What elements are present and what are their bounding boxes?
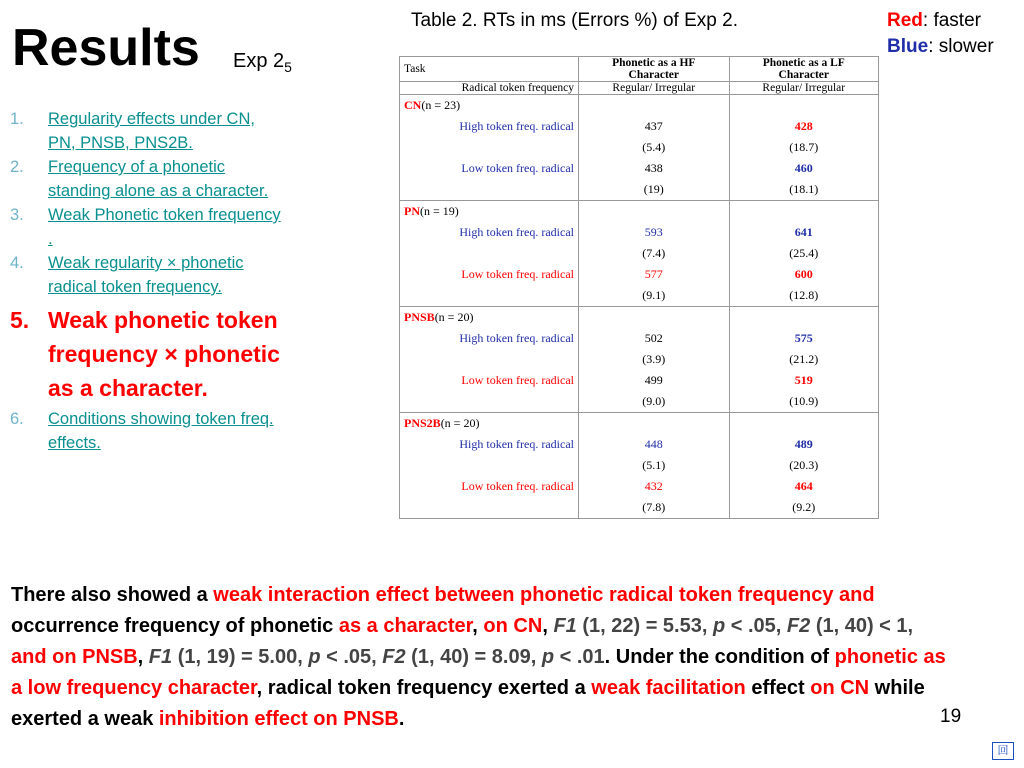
header-hf-line2: Character — [628, 69, 679, 81]
low-radical-label: Low token freq. radical — [400, 158, 579, 179]
empty-cell — [579, 307, 730, 329]
table-row — [400, 264, 879, 285]
list-number: 5. — [10, 307, 30, 333]
header-hf — [579, 57, 730, 82]
table-row — [400, 497, 879, 519]
empty-cell — [579, 201, 730, 223]
para-stat: F2 — [786, 615, 811, 637]
table-row — [400, 222, 879, 243]
high-radical-label: High token freq. radical — [400, 434, 579, 455]
list-item — [8, 107, 283, 155]
table-row — [400, 243, 879, 264]
hi-hf-error: (3.9) — [579, 349, 730, 370]
para-highlight: weak facilitation — [591, 677, 746, 699]
empty-cell — [729, 95, 878, 117]
subtitle-text: Exp 2 — [233, 50, 285, 72]
para-stat: p — [308, 646, 321, 668]
hi-lf-value: 575 — [729, 328, 878, 349]
para-text: . Under the condition of — [604, 646, 835, 668]
para-text: , radical token frequency exerted a — [256, 677, 592, 699]
lo-lf-error: (9.2) — [729, 497, 878, 519]
lo-lf-value: 600 — [729, 264, 878, 285]
list-highlight-text: Weak phonetic token frequency × phonetic as a character. — [48, 307, 280, 401]
table-row — [400, 391, 879, 413]
para-text: < .05, — [320, 646, 383, 668]
para-stat: p — [541, 646, 555, 668]
lo-lf-value: 460 — [729, 158, 878, 179]
low-radical-label: Low token freq. radical — [400, 264, 579, 285]
group-n: (n = 20) — [434, 310, 474, 324]
color-legend — [887, 8, 994, 60]
lo-hf-value: 432 — [579, 476, 730, 497]
header-lf-line1: Phonetic as a LF — [762, 57, 845, 69]
list-number: 2. — [10, 158, 24, 176]
group-label — [400, 413, 579, 435]
group-name: CN — [404, 98, 422, 112]
list-link[interactable]: Regularity effects under CN, PN, PNSB, PNS2B. — [48, 110, 255, 152]
para-text: occurrence frequency of phonetic — [11, 615, 339, 637]
hi-hf-value: 448 — [579, 434, 730, 455]
lo-hf-error: (9.0) — [579, 391, 730, 413]
header-lf — [729, 57, 878, 82]
legend-blue-word: Blue — [887, 36, 929, 57]
header-regular-lf: Regular/ Irregular — [729, 82, 878, 95]
lo-lf-error: (10.9) — [729, 391, 878, 413]
table-row — [400, 307, 879, 329]
hi-lf-value: 641 — [729, 222, 878, 243]
empty-cell — [579, 95, 730, 117]
list-item — [8, 407, 283, 455]
hi-lf-error: (25.4) — [729, 243, 878, 264]
para-text: (1, 40) < 1, — [810, 615, 914, 637]
legend-red-text: : faster — [922, 10, 981, 31]
para-text: , — [472, 615, 484, 637]
lo-lf-value: 519 — [729, 370, 878, 391]
empty-cell — [729, 201, 878, 223]
lo-hf-error: (9.1) — [579, 285, 730, 307]
table-row — [400, 370, 879, 391]
list-link[interactable]: Weak Phonetic token frequency . — [48, 206, 281, 248]
table-row — [400, 349, 879, 370]
empty-cell — [400, 497, 579, 519]
para-highlight: phonetic as a low frequency character — [11, 646, 946, 699]
table-row — [400, 201, 879, 223]
para-stat: p — [712, 615, 726, 637]
group-name: PNSB — [404, 310, 435, 324]
home-icon[interactable]: 回 — [992, 742, 1014, 760]
table-row — [400, 179, 879, 201]
para-highlight: as a character — [338, 615, 473, 637]
list-link[interactable]: Frequency of a phonetic standing alone as a character. — [48, 158, 269, 200]
list-number: 3. — [10, 206, 24, 224]
list-item — [8, 251, 283, 299]
page-subtitle — [233, 50, 292, 75]
high-radical-label: High token freq. radical — [400, 222, 579, 243]
list-number: 6. — [10, 410, 24, 428]
para-highlight: weak interaction effect between phonetic radical token frequency and — [213, 584, 875, 606]
group-label — [400, 307, 579, 329]
summary-paragraph — [11, 580, 951, 735]
list-item-highlighted — [8, 303, 283, 405]
empty-cell — [400, 455, 579, 476]
para-text: (1, 40) = 8.09, — [405, 646, 542, 668]
table-row — [400, 285, 879, 307]
list-item — [8, 155, 283, 203]
hi-lf-error: (20.3) — [729, 455, 878, 476]
group-name: PN — [404, 204, 420, 218]
para-highlight: and on PNSB — [11, 646, 138, 668]
para-stat: F1 — [148, 646, 173, 668]
header-hf-line1: Phonetic as a HF — [612, 57, 696, 69]
hi-lf-value: 428 — [729, 116, 878, 137]
page-number: 19 — [940, 706, 962, 727]
lo-hf-value: 499 — [579, 370, 730, 391]
header-regular-hf: Regular/ Irregular — [579, 82, 730, 95]
empty-cell — [729, 413, 878, 435]
hi-hf-value: 437 — [579, 116, 730, 137]
table-row — [400, 116, 879, 137]
para-highlight: on CN — [810, 677, 870, 699]
empty-cell — [400, 285, 579, 307]
group-n: (n = 19) — [420, 204, 459, 218]
group-label — [400, 95, 579, 117]
para-stat: F2 — [382, 646, 406, 668]
para-text: . — [398, 708, 405, 730]
para-text: < .05, — [725, 615, 787, 637]
para-text: , — [542, 615, 554, 637]
para-text: , — [137, 646, 149, 668]
para-text: (1, 22) = 5.53, — [576, 615, 713, 637]
lo-hf-value: 438 — [579, 158, 730, 179]
hi-lf-value: 489 — [729, 434, 878, 455]
legend-red-word: Red — [887, 10, 923, 31]
empty-cell — [400, 391, 579, 413]
group-label — [400, 201, 579, 223]
list-number: 4. — [10, 254, 24, 272]
para-text: There also showed a — [11, 584, 214, 606]
empty-cell — [400, 137, 579, 158]
empty-cell — [400, 243, 579, 264]
table-caption: Table 2. RTs in ms (Errors %) of Exp 2. — [411, 10, 738, 31]
high-radical-label: High token freq. radical — [400, 328, 579, 349]
subtitle-subscript: 5 — [284, 59, 292, 75]
para-highlight: on CN — [483, 615, 543, 637]
para-text: (1, 19) = 5.00, — [172, 646, 309, 668]
header-task: Task — [400, 57, 579, 82]
hi-hf-value: 502 — [579, 328, 730, 349]
table-row — [400, 476, 879, 497]
table-row — [400, 413, 879, 435]
table-row — [400, 95, 879, 117]
low-radical-label: Low token freq. radical — [400, 370, 579, 391]
table-row — [400, 137, 879, 158]
empty-cell — [579, 413, 730, 435]
table-row — [400, 158, 879, 179]
group-n: (n = 20) — [440, 416, 480, 430]
table-row — [400, 455, 879, 476]
legend-blue-text: : slower — [928, 36, 994, 57]
group-name: PNS2B — [404, 416, 441, 430]
hi-lf-error: (21.2) — [729, 349, 878, 370]
para-text: < .01 — [554, 646, 605, 668]
results-list — [8, 107, 283, 455]
low-radical-label: Low token freq. radical — [400, 476, 579, 497]
lo-lf-error: (12.8) — [729, 285, 878, 307]
empty-cell — [400, 349, 579, 370]
hi-hf-error: (7.4) — [579, 243, 730, 264]
lo-lf-value: 464 — [729, 476, 878, 497]
lo-hf-error: (7.8) — [579, 497, 730, 519]
list-link[interactable]: Weak regularity × phonetic radical token frequency. — [48, 254, 244, 296]
table-row — [400, 434, 879, 455]
empty-cell — [400, 179, 579, 201]
list-item — [8, 203, 283, 251]
list-number: 1. — [10, 110, 24, 128]
empty-cell — [729, 307, 878, 329]
hi-hf-error: (5.4) — [579, 137, 730, 158]
lo-lf-error: (18.1) — [729, 179, 878, 201]
lo-hf-error: (19) — [579, 179, 730, 201]
hi-lf-error: (18.7) — [729, 137, 878, 158]
para-stat: F1 — [553, 615, 577, 637]
header-lf-line2: Character — [778, 69, 829, 81]
hi-hf-value: 593 — [579, 222, 730, 243]
lo-hf-value: 577 — [579, 264, 730, 285]
para-text: effect — [745, 677, 811, 699]
table-row — [400, 328, 879, 349]
list-link[interactable]: Conditions showing token freq. effects. — [48, 410, 274, 452]
header-radical: Radical token frequency — [400, 82, 579, 95]
hi-hf-error: (5.1) — [579, 455, 730, 476]
high-radical-label: High token freq. radical — [400, 116, 579, 137]
rt-table — [399, 56, 879, 519]
group-n: (n = 23) — [421, 98, 461, 112]
page-title: Results — [12, 19, 200, 77]
para-highlight: inhibition effect on PNSB — [158, 708, 399, 730]
para-text: while exerted a weak — [11, 677, 925, 730]
